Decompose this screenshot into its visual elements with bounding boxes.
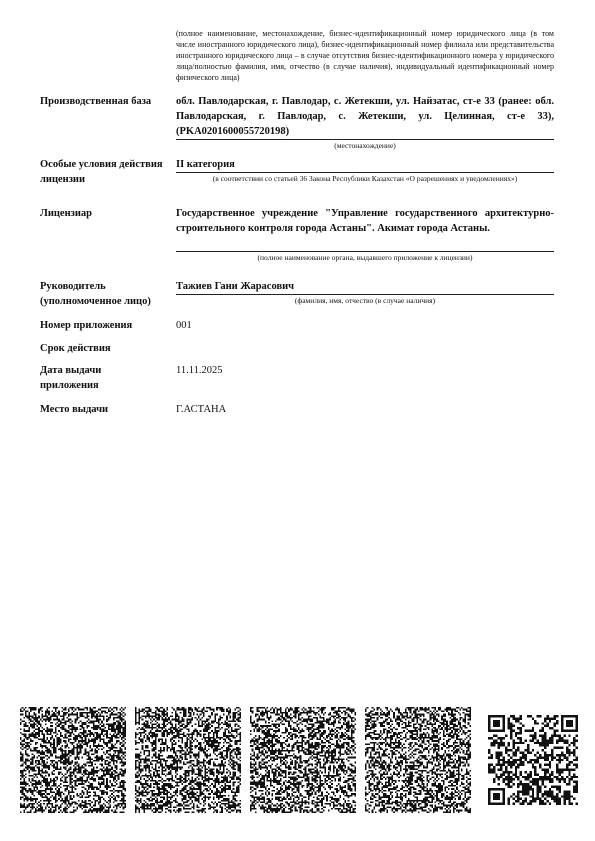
appendix-number-label: Номер приложения — [40, 320, 133, 331]
special-conditions-label: Особые условия действия лицензии — [40, 159, 163, 185]
issue-date-value: 11.11.2025 — [176, 365, 223, 376]
special-conditions-rule — [176, 172, 554, 173]
top-note: (полное наименование, местонахождение, бизнес-идентификационный номер юридического лица (в том числе иностранного юридического лица), бизнес-идентификационный номер филиала или представительства иностранного юридического лица – в случае отсутствия бизнес-идентификационного номера у юридического лица/полностью фамилия, имя, отчество (в случае наличия), индивидуальный идентификационный номер физического лица) — [176, 29, 554, 82]
licensor-rule — [176, 251, 554, 252]
validity-label: Срок действия — [40, 343, 111, 354]
barcode-3 — [250, 707, 356, 813]
barcode-2 — [135, 707, 241, 813]
barcode-1 — [20, 707, 126, 813]
issue-date-label: Дата выдачи приложения — [40, 365, 102, 391]
production-base-caption: (местонахождение) — [334, 141, 396, 150]
qr-code — [488, 715, 578, 805]
issue-place-value: Г.АСТАНА — [176, 404, 227, 415]
head-label: Руководитель (уполномоченное лицо) — [40, 281, 151, 307]
production-base-label: Производственная база — [40, 96, 152, 107]
barcode-4 — [365, 707, 471, 813]
head-caption: (фамилия, имя, отчество (в случае наличия) — [294, 296, 436, 305]
special-conditions-caption: (в соответствии со статьей 36 Закона Республики Казахстан «О разрешениях и уведомлениях») — [212, 174, 518, 183]
licensor-label: Лицензиар — [40, 208, 92, 219]
special-conditions-value: II категория — [176, 159, 235, 170]
appendix-number-value: 001 — [176, 320, 192, 331]
production-base-value: обл. Павлодарская, г. Павлодар, с. Жетекши, ул. Найзатас, ст-е 33 (ранее: обл. Павлодарская, г. Павлодар, с. Жетекши, ул. Целинная, ст-е 33), (PKA0201600055720198) — [176, 96, 554, 137]
head-rule — [176, 294, 554, 295]
licensor-caption: (полное наименование органа, выдавшего приложение к лицензии) — [257, 253, 473, 262]
production-base-rule — [176, 139, 554, 140]
head-value: Тажиев Гани Жарасович — [176, 281, 295, 292]
licensor-value: Государственное учреждение "Управление государственного архитектурно-строительного контроля города Астаны". Акимат города Астаны. — [176, 208, 554, 234]
issue-place-label: Место выдачи — [40, 404, 109, 415]
